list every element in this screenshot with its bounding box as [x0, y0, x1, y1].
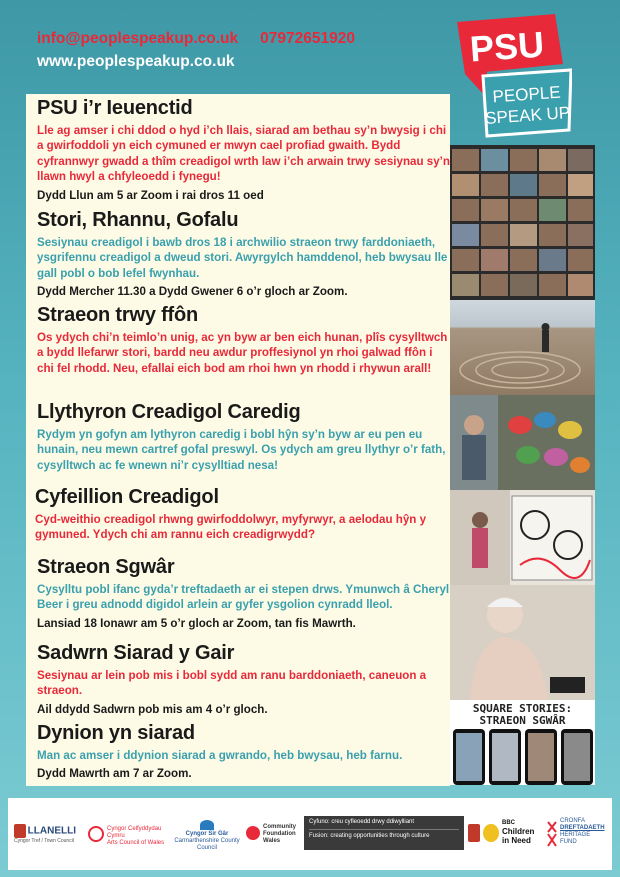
arts-council-logo: Cyngor Celfyddydau Cymru Arts Council of Wales	[88, 826, 168, 847]
section-title: Llythyron Creadigol Caredig	[37, 401, 301, 423]
section-description: Man ac amser i ddynion siarad a gwrando, heb bwysau, heb farnu.	[37, 749, 403, 762]
contact-header	[37, 30, 355, 71]
llanelli-logo: LLANELLI Cyngor Tref / Town Council	[14, 825, 76, 844]
photo-column	[450, 145, 595, 785]
carmarthenshire-logo: Cyngor Sir Gâr Carmarthenshire County Council	[173, 820, 241, 852]
phone-number[interactable]: 07972651920	[260, 30, 355, 47]
section-title: Straeon Sgwâr	[37, 556, 175, 578]
section-title: Sadwrn Siarad y Gair	[37, 642, 235, 664]
heritage-fund-cross-icon	[546, 820, 558, 848]
section-stori-rhannu	[26, 209, 450, 298]
section-description: Sesiynau creadigol i bawb dros 18 i archwilio straeon trwy farddoniaeth, ysgrifennu creadigol a dweud stori. Awyrgylch hamddenol, heb bwysau lle gall pobl o bob lefel fwynhau.	[37, 236, 448, 280]
fusion-banner: Cyfuno: creu cyfleoedd drwy ddiwylliant Fusion: creating opportunities through culture	[304, 816, 464, 850]
section-title: Stori, Rhannu, Gofalu	[37, 209, 239, 231]
logo-letters: PSU	[468, 23, 546, 70]
carmarthenshire-bird-icon	[200, 820, 214, 830]
section-title: Straeon trwy ffôn	[37, 304, 199, 326]
community-foundation-logo: Community Foundation Wales	[246, 824, 302, 845]
logo-line1: PEOPLE	[492, 82, 562, 107]
section-schedule: Dydd Llun am 5 ar Zoom i rai dros 11 oed	[37, 188, 264, 202]
sponsor-footer	[8, 798, 612, 870]
llanelli-crest-icon	[14, 824, 26, 838]
section-kind-letters	[26, 401, 450, 473]
section-description: Os ydych chi’n teimlo’n unig, ac yn byw ar ben eich hunan, plîs cysylltwch a bydd llefarwr stori, bardd neu awdur proffesiynol yn rhoi galwad ffôn i chi fel rhodd. Neu, efallai eich bod am rhoi hwn yn rhodd i rhywun arall!	[37, 331, 448, 375]
craft-drawing-photo	[450, 490, 595, 585]
psu-logo	[447, 12, 572, 147]
section-schedule: Dydd Mercher 11.30 a Dydd Gwener 6 o’r gloch ar Zoom.	[37, 285, 348, 299]
programme-panel	[26, 94, 450, 786]
section-schedule: Ail ddydd Sadwrn pob mis am 4 o’r gloch.	[37, 702, 268, 716]
section-men-talking	[26, 722, 450, 780]
section-square-stories	[26, 556, 450, 630]
square-stories-title-en: SQUARE STORIES:	[472, 702, 573, 715]
section-schedule: Dydd Mawrth am 7 ar Zoom.	[37, 767, 192, 781]
welsh-government-dragon-icon	[468, 824, 480, 842]
heritage-fund-logo: CRONFA DREFTADAETH HERITAGE FUND	[546, 818, 610, 846]
section-schedule: Lansiad 18 Ionawr am 5 o’r gloch ar Zoom, tan fis Mawrth.	[37, 616, 356, 630]
logo-line2: SPEAK UP	[484, 103, 571, 128]
square-stories-title-cy: STRAEON SGWÂR	[479, 714, 566, 727]
website-link[interactable]: www.peoplespeakup.co.uk	[37, 53, 235, 70]
section-description: Sesiynau ar lein pob mis i bobl sydd am ranu barddoniaeth, caneuon a straeon.	[37, 669, 427, 698]
section-youth	[26, 97, 450, 202]
section-description: Cysylltu pobl ifanc gyda’r treftadaeth ar ei stepen drws. Ymunwch â Cheryl Beer i greu adnodd digidol arlein ar gyfer ysgolion cynradd lleol.	[37, 583, 450, 612]
section-phone-stories	[26, 304, 450, 376]
section-description: Rydym yn gofyn am lythyron caredig i bobl hŷn sy’n byw ar eu pen eu hunain, neu mewn cartref gofal preswyl. Os ydych am greu llythyr o’r fath, cysylltwch ac fe wnewn ni’r cysylltiad nesa!	[37, 428, 446, 472]
children-in-need-logo: BBC Children in Need	[483, 820, 541, 845]
community-foundation-icon	[246, 826, 260, 840]
section-description: Lle ag amser i chi ddod o hyd i’ch llais, siarad am bethau sy’n bwysig i chi a gwirfoddoli yn eich cymuned er mwyn cael profiad gwaith. Bydd cyfrannwyr gwadd a thîm creadigol wrth law i’ch arwain trwy sesiynau sy’n llawn hwyl a chfyleoedd i fynegu!	[37, 124, 450, 184]
face-shield-and-stones-photo	[450, 395, 595, 490]
square-stories-panel	[450, 700, 595, 785]
section-title: PSU i’r Ieuenctid	[37, 97, 193, 119]
arts-council-circle-icon	[88, 826, 104, 842]
zoom-call-photo	[450, 145, 595, 300]
beach-labyrinth-photo	[450, 300, 595, 395]
section-word-saturday	[26, 642, 450, 716]
section-title: Cyfeillion Creadigol	[35, 486, 219, 508]
section-title: Dynion yn siarad	[37, 722, 195, 744]
email-link[interactable]: info@peoplespeakup.co.uk	[37, 30, 239, 47]
section-description: Cyd-weithio creadigol rhwng gwirfoddolwyr, myfyrwyr, a aelodau hŷn y gymuned. Ydych chi am rannu eich creadigrwydd?	[35, 513, 427, 542]
section-creative-friends	[26, 486, 450, 543]
older-woman-photo	[450, 585, 595, 700]
pudsey-bear-icon	[483, 824, 499, 842]
